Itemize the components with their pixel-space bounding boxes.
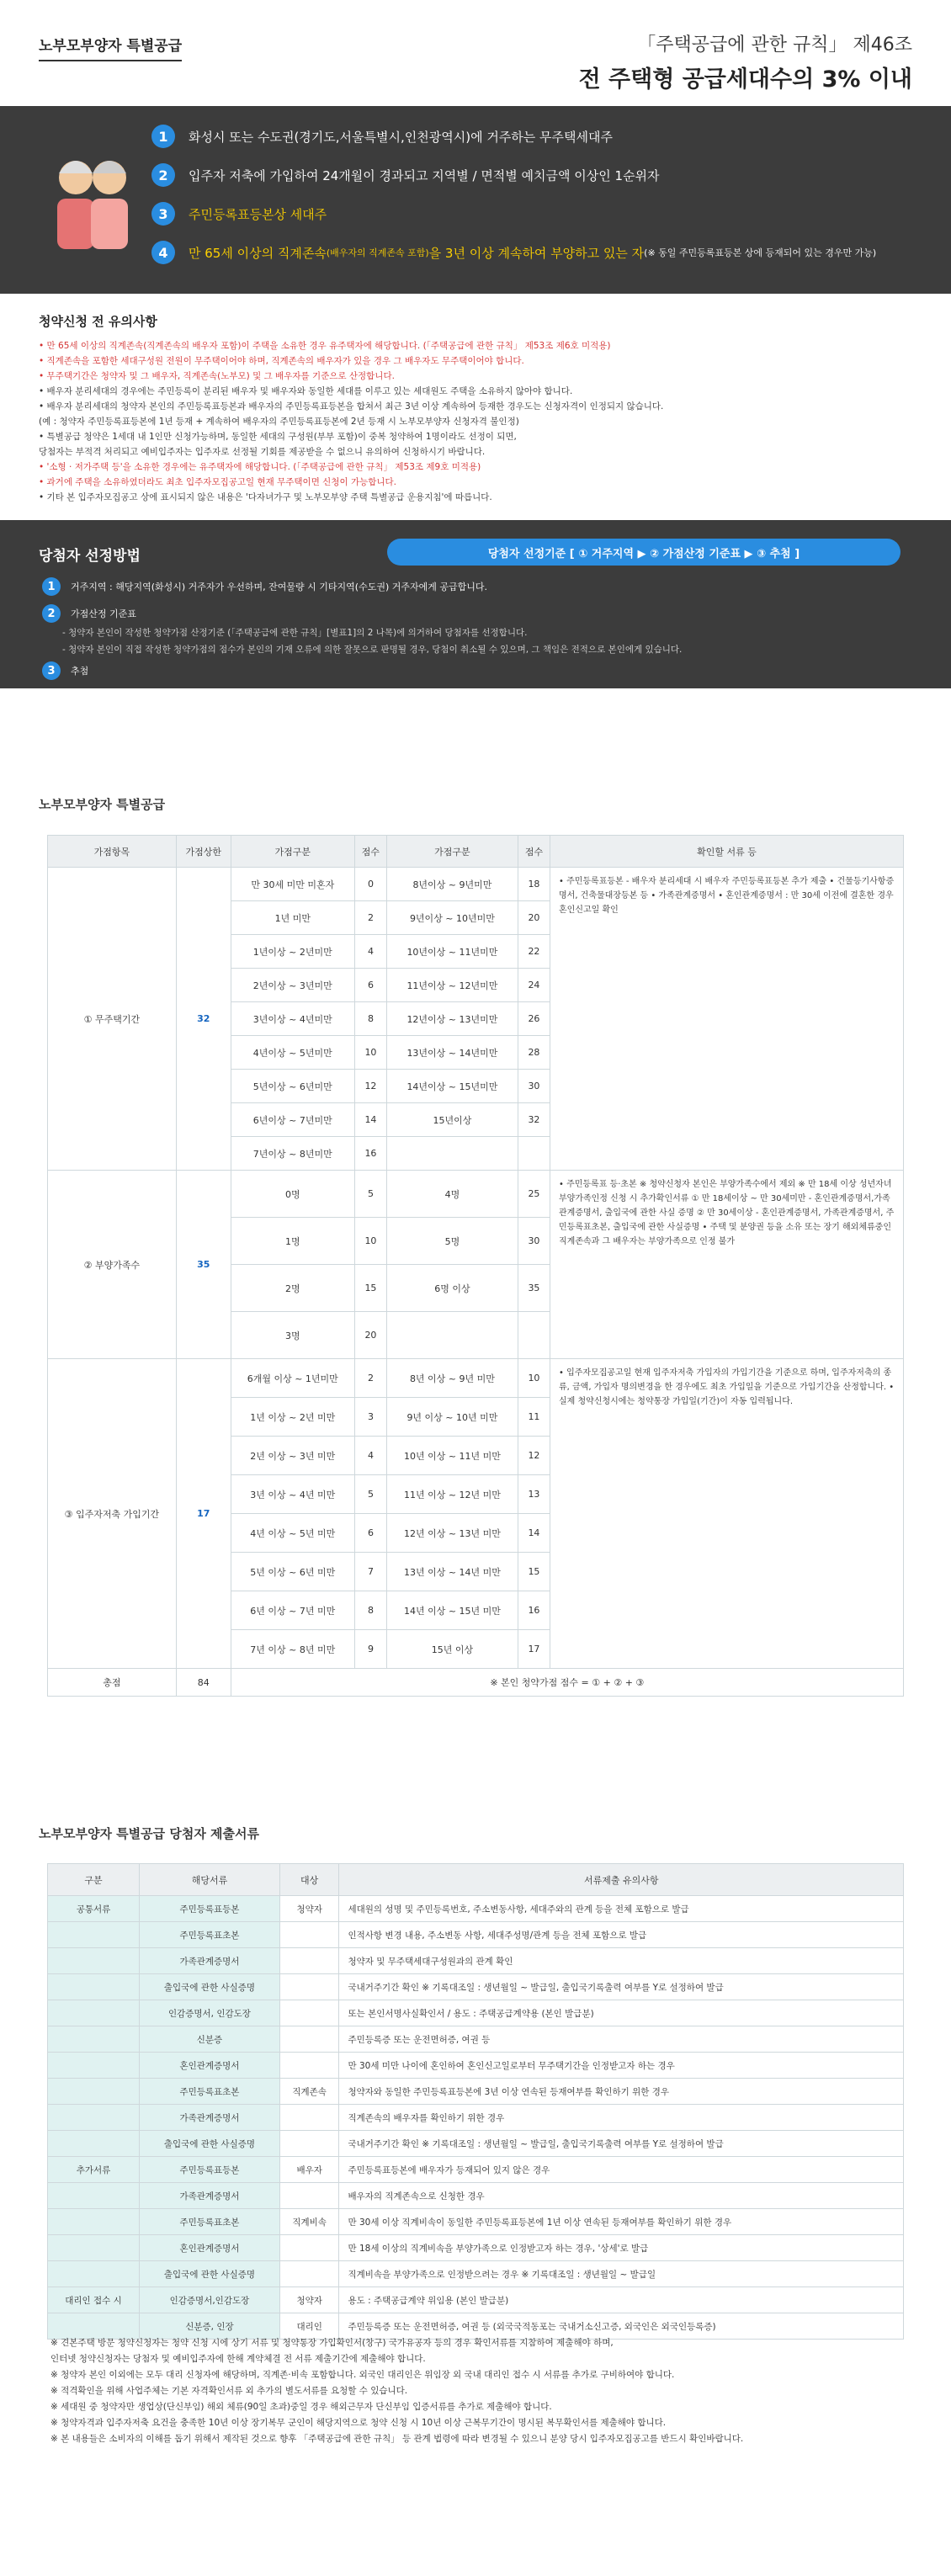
table-cell: 18 bbox=[518, 868, 550, 901]
table-cell: 2년이상 ~ 3년미만 bbox=[231, 969, 354, 1002]
total-row bbox=[48, 1669, 904, 1697]
doc-name: 출입국에 관한 사실증명 bbox=[140, 2131, 280, 2157]
footnotes bbox=[50, 2335, 901, 2447]
doc-group bbox=[48, 2000, 140, 2026]
doc-cell: • 주민등록표 등·초본 ※ 청약신청자 본인은 부양가족수에서 제외 ※ 만 18세 이상 성년자녀 부양가족인정 신청 시 추가확인서류 ① 만 18세이상 ~ 만 30세미만 - 혼인관계증명서,가족관계증명서, 출입국에 관한 사실 증명 ② 만 30세이상 - 혼인관계증명서, 가족관계증명서, 주민등록표초본, 출입국에 관한 사실증명 • 주택 및 분양권 등을 소유 또는 장기 해외체류중인 직계존속과 그 배우자는 부양가족으로 인정 불가 bbox=[550, 1171, 904, 1359]
table-cell: 10 bbox=[354, 1036, 386, 1070]
table-row bbox=[48, 2000, 904, 2026]
table-cell: 8년 이상 ~ 9년 미만 bbox=[386, 1359, 518, 1398]
doc-note: 용도 : 주택공급계약 위임용 (본인 발급분) bbox=[339, 2287, 904, 2313]
table-cell: 14년이상 ~ 15년미만 bbox=[386, 1070, 518, 1103]
doc-group: 추가서류 bbox=[48, 2157, 140, 2183]
table-cell: 20 bbox=[518, 901, 550, 935]
table-cell: 1명 bbox=[231, 1218, 354, 1265]
doc-target: 배우자 bbox=[279, 2157, 339, 2183]
table-header: 해당서류 bbox=[140, 1864, 280, 1896]
doc-target bbox=[279, 1974, 339, 2000]
doc-cell: • 입주자모집공고일 현재 입주자저축 가입자의 가입기간을 기준으로 하며, 입주자저축의 종류, 금액, 가입자 명의변경을 한 경우에도 최초 가입일을 기준으로 가입기간을 산정합니다. • 실제 청약신청시에는 청약통장 가입일(기간)이 자동 입력됩니다. bbox=[550, 1359, 904, 1669]
doc-note: 직계존속의 배우자를 확인하기 위한 경우 bbox=[339, 2105, 904, 2131]
table-row bbox=[48, 1948, 904, 1974]
criteria-1 bbox=[151, 125, 613, 148]
selection-row-1 bbox=[42, 577, 487, 596]
doc-target: 청약자 bbox=[279, 1896, 339, 1922]
table-cell: 1년 이상 ~ 2년 미만 bbox=[231, 1398, 354, 1437]
doc-group bbox=[48, 2131, 140, 2157]
table-row bbox=[48, 1896, 904, 1922]
section-title: 노부모부양자 특별공급 bbox=[39, 34, 182, 61]
table-cell: 14 bbox=[518, 1514, 550, 1553]
table-cell: 17 bbox=[518, 1630, 550, 1669]
table-header: 가점구분 bbox=[386, 836, 518, 868]
table-cell: 5 bbox=[354, 1475, 386, 1514]
cap-cell: 32 bbox=[176, 868, 231, 1171]
doc-target bbox=[279, 2183, 339, 2209]
num-badge: 1 bbox=[151, 125, 175, 148]
table-header: 가점상한 bbox=[176, 836, 231, 868]
table-cell: 7 bbox=[354, 1553, 386, 1591]
criteria-3 bbox=[151, 202, 327, 226]
table-cell: 5년 이상 ~ 6년 미만 bbox=[231, 1553, 354, 1591]
num-badge: 3 bbox=[151, 202, 175, 226]
table-cell: 13 bbox=[518, 1475, 550, 1514]
footnote: ※ 본 내용들은 소비자의 이해를 돕기 위해서 제작된 것으로 향후 「주택공급에 관한 규칙」 등 관계 법령에 따라 변경될 수 있으니 분양 당시 입주자모집공고를 반드시 확인바랍니다. bbox=[50, 2434, 744, 2444]
num-badge: 2 bbox=[42, 604, 61, 623]
list-item: (예 : 청약자 주민등록표등본에 1년 등재 + 계속하여 배우자의 주민등록표등본에 2년 등재 시 노부모부양자 신청자격 불인정) bbox=[39, 417, 519, 427]
doc-note: 국내거주기간 확인 ※ 기록대조일 : 생년월일 ~ 발급일, 출입국기록출력 여부를 Y로 설정하여 발급 bbox=[339, 1974, 904, 2000]
table-cell: 7년 이상 ~ 8년 미만 bbox=[231, 1630, 354, 1669]
list-item: • '소형 · 저가주택 등'을 소유한 경우에는 유주택자에 해당합니다. (「주택공급에 관한 규칙」 제53조 제9호 미적용) bbox=[39, 462, 481, 472]
table-cell: 9 bbox=[354, 1630, 386, 1669]
table-cell: 13년 이상 ~ 14년 미만 bbox=[386, 1553, 518, 1591]
doc-group: 공통서류 bbox=[48, 1896, 140, 1922]
category-cell: ① 무주택기간 bbox=[48, 868, 177, 1171]
selection-panel bbox=[0, 520, 951, 688]
selection-sub-1: - 청약자 본인이 작성한 청약가점 산정기준 (「주택공급에 관한 규칙」[별표1]의 2 나목)에 의거하여 당첨자를 선정합니다. bbox=[62, 628, 528, 638]
doc-name: 혼인관계증명서 bbox=[140, 2235, 280, 2261]
table-header: 서류제출 유의사항 bbox=[339, 1864, 904, 1896]
table-cell: 20 bbox=[354, 1312, 386, 1359]
num-badge: 1 bbox=[42, 577, 61, 596]
table-row bbox=[48, 1171, 904, 1218]
table-cell bbox=[386, 1312, 518, 1359]
table-cell: 0명 bbox=[231, 1171, 354, 1218]
list-item: • 과거에 주택을 소유하였더라도 최초 입주자모집공고일 현재 무주택이면 신청이 가능합니다. bbox=[39, 477, 397, 487]
total-formula: ※ 본인 청약가점 점수 = ① + ② + ③ bbox=[231, 1669, 903, 1697]
table-cell: 3년이상 ~ 4년미만 bbox=[231, 1002, 354, 1036]
table-cell: 6 bbox=[354, 969, 386, 1002]
table-cell: 5년이상 ~ 6년미만 bbox=[231, 1070, 354, 1103]
list-item: • 무주택기간은 청약자 및 그 배우자, 직계존속(노부모) 및 그 배우자를 기준으로 산정합니다. bbox=[39, 371, 395, 381]
table-cell: 26 bbox=[518, 1002, 550, 1036]
table-row bbox=[48, 2105, 904, 2131]
doc-name: 주민등록표등본 bbox=[140, 2157, 280, 2183]
table-cell: 8 bbox=[354, 1002, 386, 1036]
criteria-text: 화성시 또는 수도권(경기도,서울특별시,인천광역시)에 거주하는 무주택세대주 bbox=[189, 129, 613, 145]
table-cell: 14년 이상 ~ 15년 미만 bbox=[386, 1591, 518, 1630]
doc-note: 주민등록증 또는 운전면허증, 여권 등 (외국국적동포는 국내거소신고증, 외국인은 외국인등록증) bbox=[339, 2313, 904, 2340]
doc-note: 청약자 및 무주택세대구성원과의 관계 확인 bbox=[339, 1948, 904, 1974]
table-cell: 14 bbox=[354, 1103, 386, 1137]
criteria-small2: (※ 동일 주민등록표등본 상에 등재되어 있는 경우만 가능) bbox=[644, 247, 877, 258]
table-row bbox=[48, 2026, 904, 2053]
doc-note: 세대원의 성명 및 주민등록번호, 주소변동사항, 세대주와의 관계 등을 전체 포함으로 발급 bbox=[339, 1896, 904, 1922]
doc-group bbox=[48, 1974, 140, 2000]
category-cell: ③ 입주자저축 가입기간 bbox=[48, 1359, 177, 1669]
table-cell: 16 bbox=[354, 1137, 386, 1171]
selection-criteria-pill: 당첨자 선정기준 [ ① 거주지역 ▶ ② 가점산정 기준표 ▶ ③ 추첨 ] bbox=[387, 539, 901, 566]
list-item: • 특별공급 청약은 1세대 내 1인만 신청가능하며, 동일한 세대의 구성원(부부 포함)이 중복 청약하여 1명이라도 선정이 되면, bbox=[39, 432, 517, 442]
table-cell: 10년 이상 ~ 11년 미만 bbox=[386, 1437, 518, 1475]
doc-note: 또는 본인서명사실확인서 / 용도 : 주택공급계약용 (본인 발급분) bbox=[339, 2000, 904, 2026]
doc-target: 청약자 bbox=[279, 2287, 339, 2313]
score-table bbox=[47, 835, 904, 1697]
table-cell: 4명 bbox=[386, 1171, 518, 1218]
total-value: 84 bbox=[176, 1669, 231, 1697]
table-cell: 4 bbox=[354, 935, 386, 969]
doc-name: 신분증, 인장 bbox=[140, 2313, 280, 2340]
selection-row-3 bbox=[42, 661, 88, 680]
table-cell: 11년이상 ~ 12년미만 bbox=[386, 969, 518, 1002]
table-row bbox=[48, 2183, 904, 2209]
list-item: • 배우자 분리세대의 경우에는 주민등록이 분리된 배우자 및 배우자와 동일한 세대를 이루고 있는 세대원도 주택을 소유하지 않아야 합니다. bbox=[39, 386, 573, 396]
precautions bbox=[27, 294, 924, 513]
table-header: 점수 bbox=[518, 836, 550, 868]
doc-note: 주민등록증 또는 운전면허증, 여권 등 bbox=[339, 2026, 904, 2053]
doc-group bbox=[48, 2261, 140, 2287]
table-cell: 15 bbox=[518, 1553, 550, 1591]
table-cell bbox=[518, 1312, 550, 1359]
table-cell: 10년이상 ~ 11년미만 bbox=[386, 935, 518, 969]
table-row bbox=[48, 1974, 904, 2000]
num-badge: 2 bbox=[151, 163, 175, 187]
table-cell: 15년 이상 bbox=[386, 1630, 518, 1669]
footnote: 인터넷 청약신청자는 당첨자 및 예비입주자에 한해 계약체결 전 서류 제출기간에 제출해야 합니다. bbox=[50, 2354, 426, 2364]
doc-group: 대리인 접수 시 bbox=[48, 2287, 140, 2313]
num-badge: 3 bbox=[42, 661, 61, 680]
list-item: • 만 65세 이상의 직계존속(직계존속의 배우자 포함)이 주택을 소유한 경우 유주택자에 해당합니다. (「주택공급에 관한 규칙」 제53조 제6호 미적용) bbox=[39, 341, 611, 351]
table-cell: 22 bbox=[518, 935, 550, 969]
list-item: • 기타 본 입주자모집공고 상에 표시되지 않은 내용은 '다자녀가구 및 노부모부양 주택 특별공급 운용지침'에 따릅니다. bbox=[39, 492, 492, 502]
table-row bbox=[48, 2131, 904, 2157]
score-table-title: 노부모부양자 특별공급 bbox=[39, 797, 166, 812]
doc-note: 만 18세 이상의 직계비속을 부양가족으로 인정받고자 하는 경우, '상세'로 발급 bbox=[339, 2235, 904, 2261]
doc-name: 인감증명서, 인감도장 bbox=[140, 2000, 280, 2026]
footnote: ※ 세대원 중 청약자만 생업상(단신부임) 해외 체류(90일 초과)중일 경우 해외근무자 단신부임 입증서류를 추가로 제출해야 합니다. bbox=[50, 2402, 552, 2412]
table-row bbox=[48, 868, 904, 901]
table-header: 가점구분 bbox=[231, 836, 354, 868]
doc-group bbox=[48, 2026, 140, 2053]
table-cell: 7년이상 ~ 8년미만 bbox=[231, 1137, 354, 1171]
list-item: • 직계존속을 포함한 세대구성원 전원이 무주택이어야 하며, 직계존속의 배우자가 있을 경우 그 배우자도 무주택이어야 합니다. bbox=[39, 356, 524, 366]
table-cell: 6년 이상 ~ 7년 미만 bbox=[231, 1591, 354, 1630]
cap-cell: 35 bbox=[176, 1171, 231, 1359]
footnote: ※ 견본주택 방문 청약신청자는 청약 신청 시에 상기 서류 및 청약통장 가입확인서(창구) 국가유공자 등의 경우 확인서류를 지참하여 제출해야 하며, bbox=[50, 2338, 614, 2348]
table-cell: 3명 bbox=[231, 1312, 354, 1359]
table-row bbox=[48, 2261, 904, 2287]
doc-target bbox=[279, 2026, 339, 2053]
doc-note: 배우자의 직계존속으로 신청한 경우 bbox=[339, 2183, 904, 2209]
rule-reference: 「주택공급에 관한 규칙」 제46조 bbox=[637, 35, 912, 56]
table-cell: 8 bbox=[354, 1591, 386, 1630]
doc-target bbox=[279, 1922, 339, 1948]
table-header: 대상 bbox=[279, 1864, 339, 1896]
table-cell: 12 bbox=[518, 1437, 550, 1475]
table-cell: 16 bbox=[518, 1591, 550, 1630]
doc-name: 주민등록표등본 bbox=[140, 1896, 280, 1922]
header bbox=[0, 0, 951, 106]
cap-cell: 17 bbox=[176, 1359, 231, 1669]
table-cell: 11 bbox=[518, 1398, 550, 1437]
table-row bbox=[48, 1359, 904, 1398]
selection-row-2 bbox=[42, 604, 136, 623]
table-cell: 6개월 이상 ~ 1년미만 bbox=[231, 1359, 354, 1398]
docs-table-title: 노부모부양자 특별공급 당첨자 제출서류 bbox=[39, 1826, 259, 1841]
table-cell: 10 bbox=[354, 1218, 386, 1265]
footnote: ※ 적격확인을 위해 사업주체는 기본 자격확인서류 외 추가의 별도서류를 요청할 수 있습니다. bbox=[50, 2386, 408, 2396]
table-cell: 15 bbox=[354, 1265, 386, 1312]
table-cell: 5명 bbox=[386, 1218, 518, 1265]
table-cell: 8년이상 ~ 9년미만 bbox=[386, 868, 518, 901]
docs-table bbox=[47, 1863, 904, 2340]
table-header: 구분 bbox=[48, 1864, 140, 1896]
doc-note: 만 30세 이상 직계비속이 동일한 주민등록표등본에 1년 이상 연속된 등재여부를 확인하기 위한 경우 bbox=[339, 2209, 904, 2235]
doc-group bbox=[48, 2053, 140, 2079]
doc-target bbox=[279, 2000, 339, 2026]
criteria-2 bbox=[151, 163, 660, 187]
table-cell: 24 bbox=[518, 969, 550, 1002]
selection-title: 당첨자 선정방법 bbox=[39, 548, 141, 565]
table-header: 확인할 서류 등 bbox=[550, 836, 904, 868]
table-cell: 5 bbox=[354, 1171, 386, 1218]
table-cell: 4년이상 ~ 5년미만 bbox=[231, 1036, 354, 1070]
table-cell: 0 bbox=[354, 868, 386, 901]
table-cell: 6년이상 ~ 7년미만 bbox=[231, 1103, 354, 1137]
table-cell: 30 bbox=[518, 1070, 550, 1103]
criteria-small: (배우자의 직계존속 포함) bbox=[326, 247, 429, 258]
doc-target bbox=[279, 2131, 339, 2157]
table-row bbox=[48, 2209, 904, 2235]
doc-name: 출입국에 관한 사실증명 bbox=[140, 2261, 280, 2287]
doc-note: 인적사항 변경 내용, 주소변동 사항, 세대주성명/관계 등을 전체 포함으로 발급 bbox=[339, 1922, 904, 1948]
criteria-text: 만 65세 이상의 직계존속 bbox=[189, 245, 327, 261]
criteria-text2: 을 3년 이상 계속하여 부양하고 있는 자 bbox=[428, 245, 645, 261]
table-cell: 12년이상 ~ 13년미만 bbox=[386, 1002, 518, 1036]
headline: 전 주택형 공급세대수의 3% 이내 bbox=[578, 66, 912, 93]
doc-note: 국내거주기간 확인 ※ 기록대조일 : 생년월일 ~ 발급일, 출입국기록출력 여부를 Y로 설정하여 발급 bbox=[339, 2131, 904, 2157]
table-header: 점수 bbox=[354, 836, 386, 868]
doc-name: 신분증 bbox=[140, 2026, 280, 2053]
total-label: 총점 bbox=[48, 1669, 177, 1697]
doc-name: 주민등록표초본 bbox=[140, 1922, 280, 1948]
table-cell: 25 bbox=[518, 1171, 550, 1218]
doc-group bbox=[48, 2079, 140, 2105]
selection-text: 가점산정 기준표 bbox=[71, 608, 136, 619]
doc-note: 직계비속을 부양가족으로 인정받으려는 경우 ※ 기록대조일 : 생년월일 ~ 발급일 bbox=[339, 2261, 904, 2287]
table-cell: 32 bbox=[518, 1103, 550, 1137]
doc-name: 인감증명서,인감도장 bbox=[140, 2287, 280, 2313]
selection-text: 거주지역 : 해당지역(화성시) 거주자가 우선하며, 잔여물량 시 기타지역(수도권) 거주자에게 공급합니다. bbox=[71, 582, 487, 592]
doc-target bbox=[279, 2235, 339, 2261]
doc-name: 가족관계증명서 bbox=[140, 2105, 280, 2131]
table-cell: 만 30세 미만 미혼자 bbox=[231, 868, 354, 901]
doc-name: 혼인관계증명서 bbox=[140, 2053, 280, 2079]
grandparents-illustration bbox=[50, 144, 135, 253]
table-row bbox=[48, 2079, 904, 2105]
footnote: ※ 청약자 본인 이외에는 모두 대리 신청자에 해당하며, 직계존·비속 포함합니다. 외국인 대리인은 위임장 외 국내 대리인 접수 시 서류를 추가로 구비하여야 합니다. bbox=[50, 2370, 675, 2380]
table-cell: 10 bbox=[518, 1359, 550, 1398]
table-row bbox=[48, 2287, 904, 2313]
table-row bbox=[48, 2235, 904, 2261]
table-cell: 3 bbox=[354, 1398, 386, 1437]
table-header: 가점항목 bbox=[48, 836, 177, 868]
table-cell: 15년이상 bbox=[386, 1103, 518, 1137]
table-cell bbox=[518, 1137, 550, 1171]
table-cell: 2명 bbox=[231, 1265, 354, 1312]
criteria-text: 주민등록표등본상 세대주 bbox=[189, 206, 327, 222]
doc-note: 청약자와 동일한 주민등록표등본에 3년 이상 연속된 등재여부를 확인하기 위한 경우 bbox=[339, 2079, 904, 2105]
table-cell: 2 bbox=[354, 901, 386, 935]
doc-group bbox=[48, 2235, 140, 2261]
table-cell: 30 bbox=[518, 1218, 550, 1265]
doc-target: 직계비속 bbox=[279, 2209, 339, 2235]
doc-group bbox=[48, 1922, 140, 1948]
table-cell: 4년 이상 ~ 5년 미만 bbox=[231, 1514, 354, 1553]
footnote: ※ 청약자격과 입주자저축 요건을 충족한 10년 이상 장기복무 군인이 해당지역으로 청약 신청 시 10년 이상 근복무기간이 명시된 복무확인서를 제출해야 합니다. bbox=[50, 2418, 667, 2428]
table-cell: 28 bbox=[518, 1036, 550, 1070]
doc-name: 가족관계증명서 bbox=[140, 1948, 280, 1974]
table-cell: 2 bbox=[354, 1359, 386, 1398]
doc-name: 출입국에 관한 사실증명 bbox=[140, 1974, 280, 2000]
selection-text: 추첨 bbox=[71, 666, 89, 677]
doc-name: 주민등록표초본 bbox=[140, 2079, 280, 2105]
table-cell: 12 bbox=[354, 1070, 386, 1103]
doc-target bbox=[279, 2053, 339, 2079]
doc-group bbox=[48, 2183, 140, 2209]
table-cell: 9년이상 ~ 10년미만 bbox=[386, 901, 518, 935]
table-row bbox=[48, 1922, 904, 1948]
doc-note: 주민등록표등본에 배우자가 등재되어 있지 않은 경우 bbox=[339, 2157, 904, 2183]
doc-target bbox=[279, 2105, 339, 2131]
table-cell: 35 bbox=[518, 1265, 550, 1312]
doc-target bbox=[279, 2261, 339, 2287]
criteria-4 bbox=[151, 241, 876, 264]
list-item: • 배우자 분리세대의 청약자 본인의 주민등록표등본과 배우자의 주민등록표등본을 합쳐서 최근 3년 이상 계속하여 등재한 경우도는 신청자격이 인정되지 않습니다. bbox=[39, 401, 664, 412]
table-cell: 12년 이상 ~ 13년 미만 bbox=[386, 1514, 518, 1553]
doc-group bbox=[48, 1948, 140, 1974]
precautions-title: 청약신청 전 유의사항 bbox=[39, 314, 157, 329]
table-row bbox=[48, 2157, 904, 2183]
table-row bbox=[48, 2053, 904, 2079]
table-cell bbox=[386, 1137, 518, 1171]
doc-cell: • 주민등록표등본 - 배우자 분리세대 시 배우자 주민등록표등본 추가 제출 • 건물등기사항증명서, 건축물대장등본 등 • 가족관계증명서 • 혼인관계증명서 : 만 30세 이전에 결혼한 경우 혼인신고일 확인 bbox=[550, 868, 904, 1171]
doc-group bbox=[48, 2105, 140, 2131]
doc-target: 직계존속 bbox=[279, 2079, 339, 2105]
doc-note: 만 30세 미만 나이에 혼인하여 혼인신고일로부터 무주택기간을 인정받고자 하는 경우 bbox=[339, 2053, 904, 2079]
table-cell: 1년이상 ~ 2년미만 bbox=[231, 935, 354, 969]
table-cell: 9년 이상 ~ 10년 미만 bbox=[386, 1398, 518, 1437]
table-cell: 4 bbox=[354, 1437, 386, 1475]
table-cell: 6 bbox=[354, 1514, 386, 1553]
table-cell: 11년 이상 ~ 12년 미만 bbox=[386, 1475, 518, 1514]
table-cell: 1년 미만 bbox=[231, 901, 354, 935]
doc-target: 대리인 bbox=[279, 2313, 339, 2340]
precautions-list bbox=[39, 338, 912, 505]
table-cell: 13년이상 ~ 14년미만 bbox=[386, 1036, 518, 1070]
doc-name: 주민등록표초본 bbox=[140, 2209, 280, 2235]
table-cell: 3년 이상 ~ 4년 미만 bbox=[231, 1475, 354, 1514]
table-cell: 6명 이상 bbox=[386, 1265, 518, 1312]
category-cell: ② 부양가족수 bbox=[48, 1171, 177, 1359]
doc-name: 가족관계증명서 bbox=[140, 2183, 280, 2209]
criteria-text: 입주자 저축에 가입하여 24개월이 경과되고 지역별 / 면적별 예치금액 이상인 1순위자 bbox=[189, 167, 660, 183]
num-badge: 4 bbox=[151, 241, 175, 264]
doc-group bbox=[48, 2209, 140, 2235]
criteria-panel bbox=[0, 106, 951, 294]
doc-target bbox=[279, 1948, 339, 1974]
list-item: 당첨자는 부적격 처리되고 예비입주자는 입주자로 선정될 기회를 제공받을 수 없으니 유의하여 신청하시기 바랍니다. bbox=[39, 447, 486, 457]
table-cell: 2년 이상 ~ 3년 미만 bbox=[231, 1437, 354, 1475]
selection-sub-2: - 청약자 본인이 직접 작성한 청약가점의 점수가 본인의 기재 오류에 의한 잘못으로 판명될 경우, 당첨이 취소될 수 있으며, 그 책임은 전적으로 본인에게 있습니다. bbox=[62, 645, 683, 655]
